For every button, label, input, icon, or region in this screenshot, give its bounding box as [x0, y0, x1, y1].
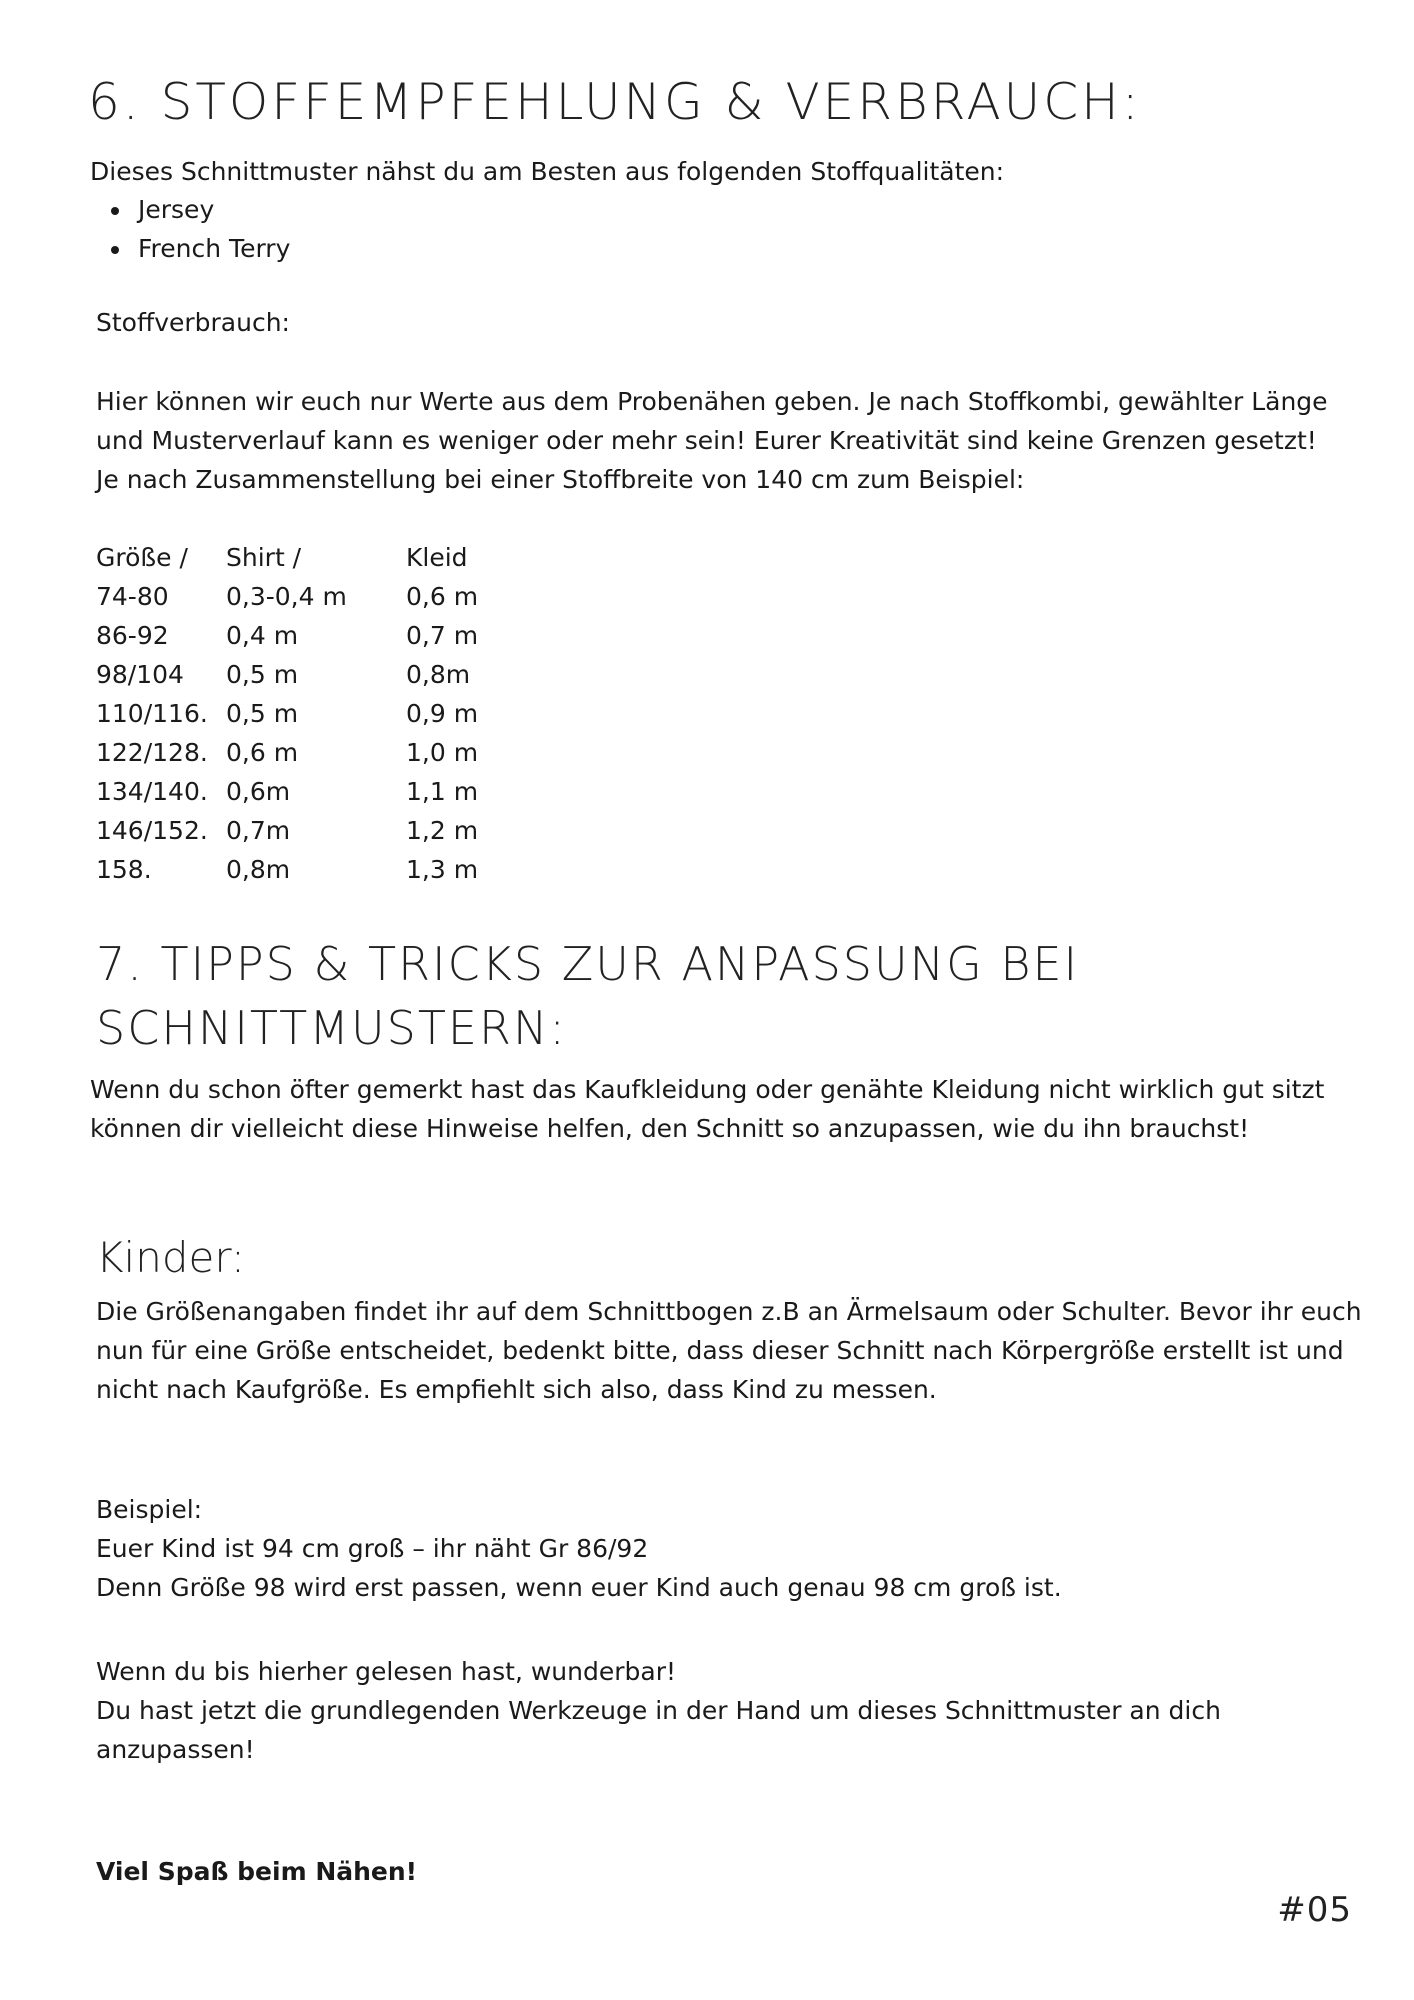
header-dress: Kleid [406, 543, 468, 572]
size-cell: 74-80 [96, 582, 169, 611]
outro-block [96, 1652, 1356, 1769]
closing-text: Viel Spaß beim Nähen! [96, 1857, 418, 1886]
dress-cell: 0,6 m [406, 582, 479, 611]
size-cell: 110/116. [96, 699, 208, 728]
dress-cell: 1,3 m [406, 855, 479, 884]
size-cell: 158. [96, 855, 152, 884]
fabric-intro: Dieses Schnittmuster nähst du am Besten aus folgenden Stoffqualitäten: [90, 157, 1005, 186]
example-label: Beispiel: [96, 1495, 203, 1524]
consumption-label: Stoffverbrauch: [96, 308, 290, 337]
dress-cell: 1,2 m [406, 816, 479, 845]
size-cell: 98/104 [96, 660, 184, 689]
dress-cell: 0,7 m [406, 621, 479, 650]
dress-cell: 1,1 m [406, 777, 479, 806]
header-shirt: Shirt / [226, 543, 302, 572]
size-cell: 122/128. [96, 738, 208, 767]
outro-line-1: Wenn du bis hierher gelesen hast, wunderbar! [96, 1657, 676, 1686]
table-row [96, 850, 546, 889]
table-row [96, 733, 546, 772]
page-number: #05 [1277, 1890, 1352, 1930]
dress-cell: 0,8m [406, 660, 471, 689]
table-row [96, 811, 546, 850]
shirt-cell: 0,6m [226, 777, 291, 806]
size-cell: 86-92 [96, 621, 169, 650]
shirt-cell: 0,8m [226, 855, 291, 884]
size-cell: 146/152. [96, 816, 208, 845]
table-row [96, 616, 546, 655]
tips-intro: Wenn du schon öfter gemerkt hast das Kaufkleidung oder genähte Kleidung nicht wirklich gut sitzt können dir vielleicht diese Hinweise helfen, den Schnitt so anzupassen, wie du ihn brauchst! [90, 1075, 1325, 1143]
header-size: Größe / [96, 543, 188, 572]
consumption-text: Hier können wir euch nur Werte aus dem Probenähen geben. Je nach Stoffkombi, gewählter Länge und Musterverlauf kann es weniger oder mehr sein! Eurer Kreativität sind keine Grenzen gesetzt! [96, 387, 1328, 455]
kinder-heading: Kinder: [96, 1233, 246, 1282]
table-row [96, 577, 546, 616]
shirt-cell: 0,6 m [226, 738, 299, 767]
list-item: French Terry [98, 229, 290, 268]
shirt-cell: 0,5 m [226, 699, 299, 728]
shirt-cell: 0,7m [226, 816, 291, 845]
table-row [96, 772, 546, 811]
kinder-text: Die Größenangaben findet ihr auf dem Schnittbogen z.B an Ärmelsaum oder Schulter. Bevor ihr euch nun für eine Größe entscheidet, bedenkt bitte, dass dieser Schnitt nach Körpergröße erstellt ist und nicht nach Kaufgröße. Es empfiehlt sich also, dass Kind zu messen. [96, 1297, 1362, 1404]
table-row [96, 655, 546, 694]
shirt-cell: 0,5 m [226, 660, 299, 689]
table-header-row [96, 538, 546, 577]
shirt-cell: 0,4 m [226, 621, 299, 650]
table-row [96, 694, 546, 733]
dress-cell: 0,9 m [406, 699, 479, 728]
section-7-title: 7. TIPPS & TRICKS ZUR ANPASSUNG BEI SCHNITTMUSTERN: [96, 937, 1080, 1055]
fabric-consumption-table [96, 538, 546, 889]
example-line-1: Euer Kind ist 94 cm groß – ihr näht Gr 86/92 [96, 1534, 649, 1563]
dress-cell: 1,0 m [406, 738, 479, 767]
consumption-note: Je nach Zusammenstellung bei einer Stoffbreite von 140 cm zum Beispiel: [96, 465, 1025, 494]
consumption-paragraph [96, 382, 1356, 499]
size-cell: 134/140. [96, 777, 208, 806]
list-item: Jersey [98, 190, 290, 229]
example-block [96, 1490, 1356, 1607]
fabric-list [98, 190, 290, 268]
outro-line-2: Du hast jetzt die grundlegenden Werkzeuge in der Hand um dieses Schnittmuster an dich anzupassen! [96, 1696, 1221, 1764]
shirt-cell: 0,3-0,4 m [226, 582, 347, 611]
section-6-title: 6. STOFFEMPFEHLUNG & VERBRAUCH: [88, 73, 1142, 131]
example-line-2: Denn Größe 98 wird erst passen, wenn euer Kind auch genau 98 cm groß ist. [96, 1573, 1062, 1602]
